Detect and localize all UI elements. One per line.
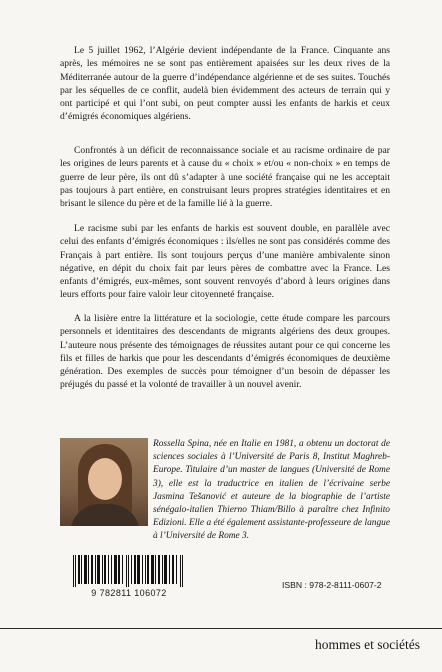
collection-name: hommes et sociétés	[315, 637, 420, 652]
summary-paragraph-3	[60, 222, 390, 302]
author-bio: Rossella Spina, née en Italie en 1981, a obtenu un doctorat de sciences sociales à l’Université de Paris 8, Institut Maghreb-Europe. Titulaire d’un master de langues (Université de Rome 3), elle est la traductrice en italien de l’écrivaine serbe Jasmina Tešanović et auteure de la biographie de l’artiste sénégalo-italien Thierno Thiam/Billo à paraître chez Infinito Edizioni. Elle a été également assistante-professeure de langue à l’Université de Rome 3.	[153, 439, 390, 542]
author-photo	[60, 438, 148, 526]
summary-paragraph-4	[60, 312, 390, 392]
summary-paragraph-1	[60, 44, 390, 124]
barcode-number: 9 782811 106072	[91, 588, 167, 598]
barcode	[63, 555, 195, 599]
summary-paragraph-2-text: Confrontés à un déficit de reconnaissance sociale et au racisme ordinaire de par les origines de leurs parents et à cause du « choix » et/ou « non-choix » en temps de guerre de leur père, ils ont dû s’adapter à une société française qui ne les acceptait pas toujours à part entière, en construisant leurs propres stratégies identitaires et en brisant le silence du père et de la famille lié à la guerre.	[60, 145, 390, 210]
summary-paragraph-2	[60, 144, 390, 210]
summary-paragraph-1-text: Le 5 juillet 1962, l’Algérie devient indépendante de la France. Cinquante ans après, les mémoires ne se sont pas entièrement apaisées sur les deux rives de la Méditerranée autour de la guerre d’indépendance algérienne et de ses suites. Touchés par les séquelles de ce conflit, audelà bien évidemment des acteurs de terrain qui y ont participé et qui l’ont subi, on peut compter aussi les enfants de harkis et ceux d’émigrés économiques algériens.	[60, 45, 390, 123]
footer-divider	[0, 628, 442, 629]
summary-paragraph-3-text: Le racisme subi par les enfants de harkis est souvent double, en parallèle avec celui des enfants d’émigrés économiques : ils/elles ne sont pas considérés comme des Français à part entière. Ils sont toujours perçus d’une manière ambivalente sinon négative, en dépit du choix fait par leurs pères de combattre avec la France. Les enfants d’émigrés, eux-mêmes, sont souvent renvoyés d’abord à leurs origines dans leurs efforts pour faire valoir leur citoyenneté française.	[60, 223, 390, 301]
author-photo-face	[88, 458, 122, 500]
summary-paragraph-4-text: A la lisière entre la littérature et la sociologie, cette étude compare les parcours personnels et identitaires des descendants de migrants algériens des deux groupes. L’auteure nous présente des témoignages de réussites autant pour ce qui concerne les fils et filles de harkis que pour les descendants d’émigrés économiques de deuxième génération. Des exemples de succès pour témoigner d’un besoin de dépasser les préjugés du passé et la volonté de travailler à un nouvel avenir.	[60, 313, 390, 391]
barcode-bars	[73, 555, 185, 587]
isbn-label: ISBN : 978-2-8111-0607-2	[282, 580, 382, 590]
